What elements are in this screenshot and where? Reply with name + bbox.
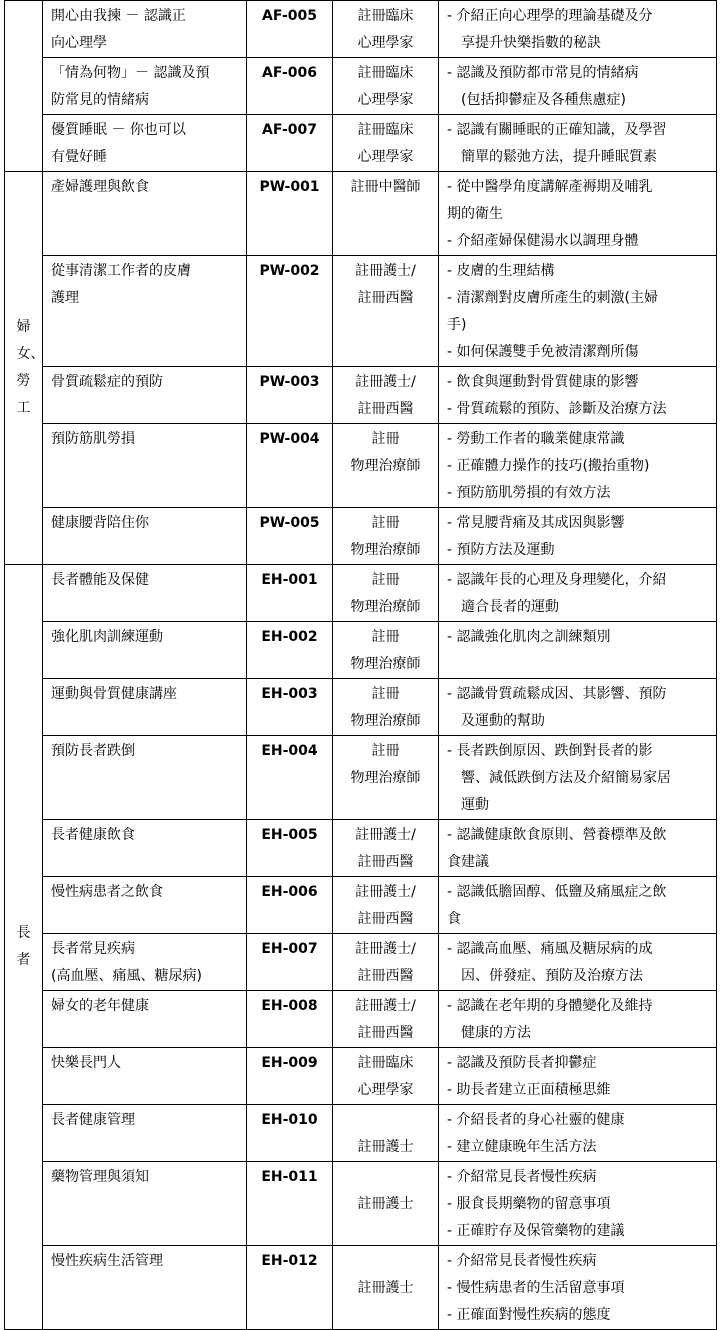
course-title	[43, 565, 247, 622]
speaker-line: 註冊	[371, 686, 400, 702]
speaker	[333, 820, 439, 877]
course-title-line: 強化肌肉訓練運動	[51, 629, 163, 645]
course-description-line: 及運動的幫助	[447, 713, 545, 729]
course-description-line: 運動	[447, 797, 489, 813]
course-title-line: 婦女的老年健康	[51, 998, 149, 1014]
course-code: EH-011	[247, 1162, 333, 1246]
speaker-line: 心理學家	[357, 35, 414, 51]
course-title	[43, 172, 247, 256]
course-description-line: - 正確貯存及保管藥物的建議	[447, 1223, 625, 1239]
speaker-line: 物理治療師	[350, 770, 421, 786]
course-code: EH-004	[247, 736, 333, 820]
course-description-line: - 認識年長的心理及身理變化，介紹	[447, 572, 667, 588]
speaker	[333, 736, 439, 820]
course-description	[439, 565, 717, 622]
table-row	[5, 1162, 717, 1246]
course-description-line: - 皮膚的生理結構	[447, 263, 555, 279]
course-description-line: - 認識骨質疏鬆成因、其影響、預防	[447, 686, 667, 702]
speaker-line: 註冊	[371, 431, 400, 447]
speaker-line: 註冊西醫	[357, 911, 414, 927]
table-row	[5, 1048, 717, 1105]
speaker-line: 物理治療師	[350, 599, 421, 615]
speaker-line: 註冊	[371, 629, 400, 645]
speaker	[333, 565, 439, 622]
speaker-line	[335, 1164, 436, 1191]
speaker-line: 註冊臨床	[357, 65, 414, 81]
course-code: EH-002	[247, 622, 333, 679]
course-description-line: 食	[447, 911, 461, 927]
course-description-line: - 慢性病患者的生活留意事項	[447, 1280, 625, 1296]
speaker	[333, 256, 439, 367]
speaker-line: 註冊	[371, 572, 400, 588]
table-row	[5, 820, 717, 877]
course-description-line: - 飲食與運動對骨質健康的影響	[447, 374, 639, 390]
group-label-cell	[5, 1, 43, 172]
speaker-line: 註冊臨床	[357, 1055, 414, 1071]
course-description	[439, 934, 717, 991]
course-title	[43, 424, 247, 508]
course-title-line: 長者健康飲食	[51, 827, 135, 843]
course-code: PW-001	[247, 172, 333, 256]
course-description	[439, 622, 717, 679]
table-row	[5, 256, 717, 367]
speaker	[333, 877, 439, 934]
course-title-line: 產婦護理與飲食	[51, 179, 149, 195]
speaker-line: 心理學家	[357, 92, 414, 108]
course-description-line: - 介紹常見長者慢性疾病	[447, 1253, 597, 1269]
course-title	[43, 367, 247, 424]
speaker-line: 註冊護士/	[355, 374, 416, 390]
speaker-line: 註冊	[371, 515, 400, 531]
speaker	[333, 508, 439, 565]
course-title-line: 「情為何物」－ 認識及預	[51, 65, 210, 81]
course-title-line: 快樂長門人	[51, 1055, 121, 1071]
course-description-line: - 介紹長者的身心社靈的健康	[447, 1112, 625, 1128]
course-table-body	[5, 1, 717, 1330]
course-code: EH-010	[247, 1105, 333, 1162]
course-description	[439, 424, 717, 508]
course-description	[439, 679, 717, 736]
speaker-line	[335, 1248, 436, 1275]
course-description-line: - 服食長期藥物的留意事項	[447, 1196, 611, 1212]
speaker	[333, 1048, 439, 1105]
speaker-line: 註冊臨床	[357, 8, 414, 24]
table-row	[5, 565, 717, 622]
speaker-line: 物理治療師	[350, 713, 421, 729]
course-description	[439, 877, 717, 934]
table-row	[5, 424, 717, 508]
course-title	[43, 1, 247, 58]
course-title	[43, 736, 247, 820]
speaker	[333, 1105, 439, 1162]
course-description	[439, 1246, 717, 1330]
course-description-line: 手)	[447, 317, 467, 333]
group-label-cell	[5, 565, 43, 1330]
course-code: EH-005	[247, 820, 333, 877]
course-code: PW-004	[247, 424, 333, 508]
speaker	[333, 58, 439, 115]
course-description-line: - 認識及預防長者抑鬱症	[447, 1055, 597, 1071]
course-description-line: (包括抑鬱症及各種焦慮症)	[447, 92, 626, 108]
course-title-line: 護理	[51, 290, 79, 306]
course-description	[439, 172, 717, 256]
speaker-line: 註冊	[371, 743, 400, 759]
course-title	[43, 115, 247, 172]
course-title-line: 慢性疾病生活管理	[51, 1253, 163, 1269]
course-title-line: 慢性病患者之飲食	[51, 884, 163, 900]
course-title	[43, 256, 247, 367]
course-description	[439, 991, 717, 1048]
speaker	[333, 172, 439, 256]
course-code: EH-006	[247, 877, 333, 934]
course-title-line: 從事清潔工作者的皮膚	[51, 263, 191, 279]
speaker-line	[335, 1107, 436, 1134]
speaker-line: 心理學家	[357, 149, 414, 165]
course-description	[439, 58, 717, 115]
course-description-line: - 介紹產婦保健湯水以調理身體	[447, 233, 639, 249]
course-description-line: 健康的方法	[447, 1025, 531, 1041]
course-code: AF-005	[247, 1, 333, 58]
course-description	[439, 1105, 717, 1162]
speaker	[333, 991, 439, 1048]
speaker-line: 註冊臨床	[357, 122, 414, 138]
speaker-line: 註冊護士/	[355, 827, 416, 843]
speaker	[333, 1162, 439, 1246]
speaker-line: 註冊護士	[357, 1139, 414, 1155]
speaker-line: 註冊西醫	[357, 290, 414, 306]
speaker-line: 物理治療師	[350, 542, 421, 558]
speaker-line: 註冊護士	[357, 1196, 414, 1212]
course-code: AF-006	[247, 58, 333, 115]
table-row	[5, 991, 717, 1048]
course-title-line: 防常見的情緒病	[51, 92, 149, 108]
course-title	[43, 991, 247, 1048]
course-description-line: - 介紹正向心理學的理論基礎及分	[447, 8, 653, 24]
course-description-line: - 建立健康晚年生活方法	[447, 1139, 597, 1155]
course-description-line: - 認識有關睡眠的正確知識，及學習	[447, 122, 667, 138]
table-row	[5, 115, 717, 172]
course-description-line: - 正確面對慢性疾病的態度	[447, 1307, 611, 1323]
course-code: PW-003	[247, 367, 333, 424]
speaker-line: 註冊護士/	[355, 263, 416, 279]
speaker-line: 註冊中醫師	[350, 179, 421, 195]
course-description	[439, 820, 717, 877]
group-label-cell	[5, 172, 43, 565]
speaker	[333, 679, 439, 736]
table-row	[5, 877, 717, 934]
course-description-line: - 清潔劑對皮膚所產生的刺激(主婦	[447, 290, 658, 306]
speaker	[333, 622, 439, 679]
course-description-line: 響、減低跌倒方法及介紹簡易家居	[447, 770, 671, 786]
course-title-line: 骨質疏鬆症的預防	[51, 374, 163, 390]
table-row	[5, 622, 717, 679]
course-code: EH-007	[247, 934, 333, 991]
course-title	[43, 508, 247, 565]
course-description-line: - 認識健康飲食原則、營養標準及飲	[447, 827, 667, 843]
course-description-line: - 認識及預防都市常見的情緒病	[447, 65, 639, 81]
table-row	[5, 172, 717, 256]
course-description	[439, 1162, 717, 1246]
course-title	[43, 622, 247, 679]
course-description-line: - 常見腰背痛及其成因與影響	[447, 515, 625, 531]
course-description-line: - 長者跌倒原因、跌倒對長者的影	[447, 743, 653, 759]
course-title-line: 長者體能及保健	[51, 572, 149, 588]
course-code: EH-009	[247, 1048, 333, 1105]
course-description-line: - 認識低膽固醇、低鹽及痛風症之飲	[447, 884, 667, 900]
course-title	[43, 877, 247, 934]
table-row	[5, 508, 717, 565]
course-description	[439, 367, 717, 424]
course-title-line: 長者常見疾病	[51, 941, 135, 957]
course-title	[43, 1105, 247, 1162]
course-title-line: 向心理學	[51, 35, 107, 51]
speaker	[333, 424, 439, 508]
course-code: PW-002	[247, 256, 333, 367]
course-description	[439, 508, 717, 565]
speaker-line: 註冊護士/	[355, 941, 416, 957]
table-row	[5, 1246, 717, 1330]
speaker-line: 註冊西醫	[357, 1025, 414, 1041]
course-title	[43, 679, 247, 736]
course-description-line: - 介紹常見長者慢性疾病	[447, 1169, 597, 1185]
course-title-line: 健康腰背陪住你	[51, 515, 149, 531]
speaker-line: 註冊西醫	[357, 401, 414, 417]
course-description-line: - 認識高血壓、痛風及糖尿病的成	[447, 941, 653, 957]
course-description-line: - 認識在老年期的身體變化及維持	[447, 998, 653, 1014]
speaker-line: 心理學家	[357, 1082, 414, 1098]
course-code: EH-008	[247, 991, 333, 1048]
course-description-line: - 正確體力操作的技巧(搬抬重物)	[447, 458, 650, 474]
speaker	[333, 934, 439, 991]
table-row	[5, 1105, 717, 1162]
course-title-line: 預防筋肌勞損	[51, 431, 135, 447]
course-description	[439, 736, 717, 820]
course-title	[43, 1162, 247, 1246]
course-title-line: 預防長者跌倒	[51, 743, 135, 759]
course-description-line: 因、併發症、預防及治療方法	[447, 968, 643, 984]
course-description-line: 適合長者的運動	[447, 599, 559, 615]
course-description-line: 食建議	[447, 854, 489, 870]
course-code: PW-005	[247, 508, 333, 565]
course-title-line: 運動與骨質健康講座	[51, 686, 177, 702]
course-description-line: - 助長者建立正面積極思維	[447, 1082, 611, 1098]
course-code: AF-007	[247, 115, 333, 172]
speaker	[333, 1, 439, 58]
speaker-line: 註冊護士	[357, 1280, 414, 1296]
course-title	[43, 58, 247, 115]
course-title	[43, 934, 247, 991]
course-description-line: - 骨質疏鬆的預防、診斷及治療方法	[447, 401, 667, 417]
group-label: 婦女、勞工	[16, 319, 45, 416]
course-description-line: - 預防方法及運動	[447, 542, 555, 558]
course-title-line: 長者健康管理	[51, 1112, 135, 1128]
course-description-line: - 從中醫學角度講解產褥期及哺乳	[447, 179, 653, 195]
course-description-line: - 勞動工作者的職業健康常識	[447, 431, 625, 447]
course-code: EH-001	[247, 565, 333, 622]
course-code: EH-012	[247, 1246, 333, 1330]
speaker-line: 註冊西醫	[357, 968, 414, 984]
table-row	[5, 934, 717, 991]
course-description	[439, 256, 717, 367]
course-title-line: 優質睡眠 － 你也可以	[51, 122, 186, 138]
course-description	[439, 1048, 717, 1105]
table-row	[5, 1, 717, 58]
course-description-line: 享提升快樂指數的秘訣	[447, 35, 601, 51]
course-code: EH-003	[247, 679, 333, 736]
course-description	[439, 1, 717, 58]
course-description	[439, 115, 717, 172]
speaker-line: 註冊西醫	[357, 854, 414, 870]
course-table	[4, 0, 717, 1330]
speaker-line: 註冊護士/	[355, 998, 416, 1014]
course-title-line: 有覺好睡	[51, 149, 107, 165]
course-title-line: 開心由我揀 － 認識正	[51, 8, 186, 24]
table-row	[5, 679, 717, 736]
course-title	[43, 1246, 247, 1330]
group-label: 長者	[16, 925, 31, 968]
speaker-line: 註冊護士/	[355, 884, 416, 900]
speaker	[333, 115, 439, 172]
speaker-line: 物理治療師	[350, 656, 421, 672]
course-title-line: 藥物管理與須知	[51, 1169, 149, 1185]
course-description-line: - 預防筋肌勞損的有效方法	[447, 485, 611, 501]
course-description-line: 簡單的鬆弛方法，提升睡眠質素	[447, 149, 657, 165]
speaker-line: 物理治療師	[350, 458, 421, 474]
course-title	[43, 820, 247, 877]
speaker	[333, 1246, 439, 1330]
table-row	[5, 736, 717, 820]
table-row	[5, 367, 717, 424]
table-row	[5, 58, 717, 115]
course-description-line: - 如何保護雙手免被清潔劑所傷	[447, 344, 639, 360]
course-description-line: - 認識強化肌肉之訓練類別	[447, 629, 611, 645]
course-title	[43, 1048, 247, 1105]
speaker	[333, 367, 439, 424]
course-description-line: 期的衛生	[447, 206, 503, 222]
course-title-line: (高血壓、痛風、糖尿病)	[51, 968, 202, 984]
